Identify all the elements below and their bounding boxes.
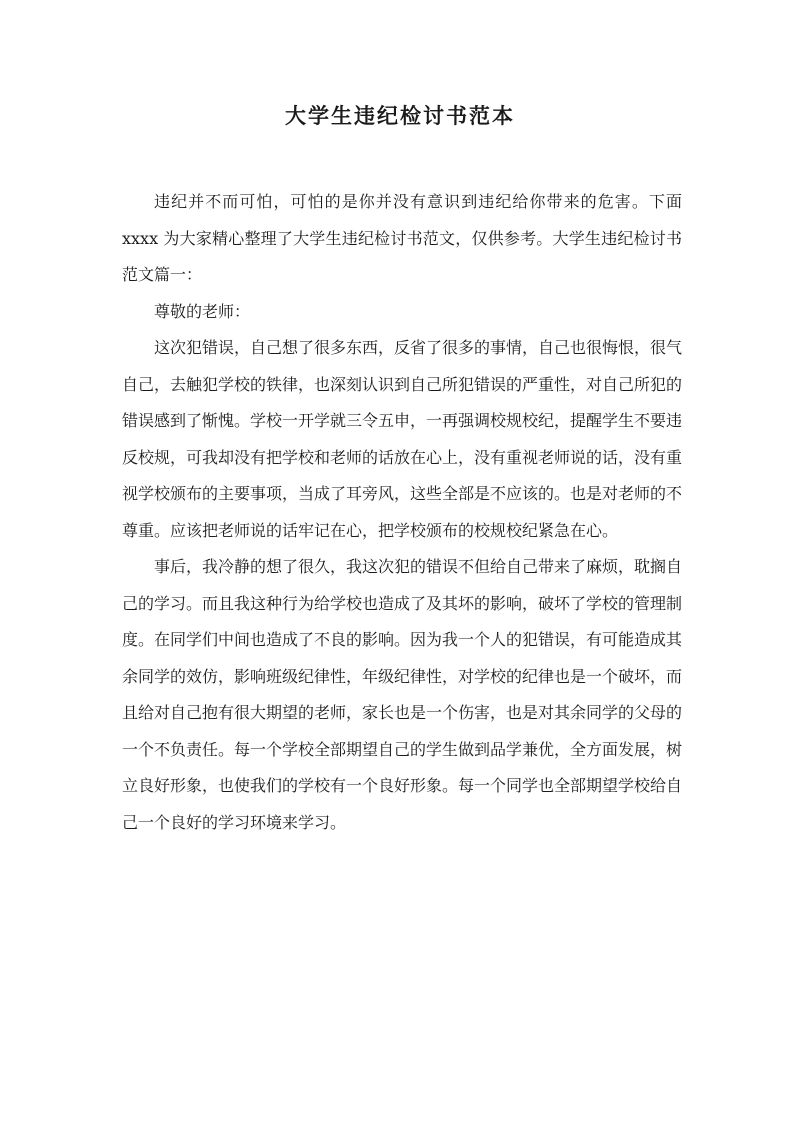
paragraph-consequences: 事后，我冷静的想了很久，我这次犯的错误不但给自己带来了麻烦，耽搁自己的学习。而且我这种行为给学校也造成了及其坏的影响，破坏了学校的管理制度。在同学们中间也造成了不良的影响。因为我一个人的犯错误，有可能造成其余同学的效仿，影响班级纪律性，年级纪律性，对学校的纪律也是一个破坏，而且给对自己抱有很大期望的老师，家长也是一个伤害，也是对其余同学的父母的一个不负责任。每一个学校全部期望自己的学生做到品学兼优，全方面发展，树立良好形象，也使我们的学校有一个良好形象。每一个同学也全部期望学校给自己一个良好的学习环境来学习。 — [122, 557, 683, 832]
paragraph-intro: 违纪并不而可怕，可怕的是你并没有意识到违纪给你带来的危害。下面 xxxx 为大家精心整理了大学生违纪检讨书范文，仅供参考。大学生违纪检讨书范文篇一： — [122, 192, 682, 284]
paragraph-salutation: 尊敬的老师： — [154, 301, 251, 321]
document-title: 大学生违纪检讨书范本 — [285, 103, 515, 128]
paragraph-reflection: 这次犯错误，自己想了很多东西，反省了很多的事情，自己也很悔恨，很气自己，去触犯学校的铁律，也深刻认识到自己所犯错误的严重性，对自己所犯的错误感到了惭愧。学校一开学就三令五申，一再强调校规校纪，提醒学生不要违反校规，可我却没有把学校和老师的话放在心上，没有重视老师说的话，没有重视学校颁布的主要事项，当成了耳旁风，这些全部是不应该的。也是对老师的不尊重。应该把老师说的话牢记在心，把学校颁布的校规校纪紧急在心。 — [122, 338, 683, 540]
document-body — [122, 184, 682, 841]
